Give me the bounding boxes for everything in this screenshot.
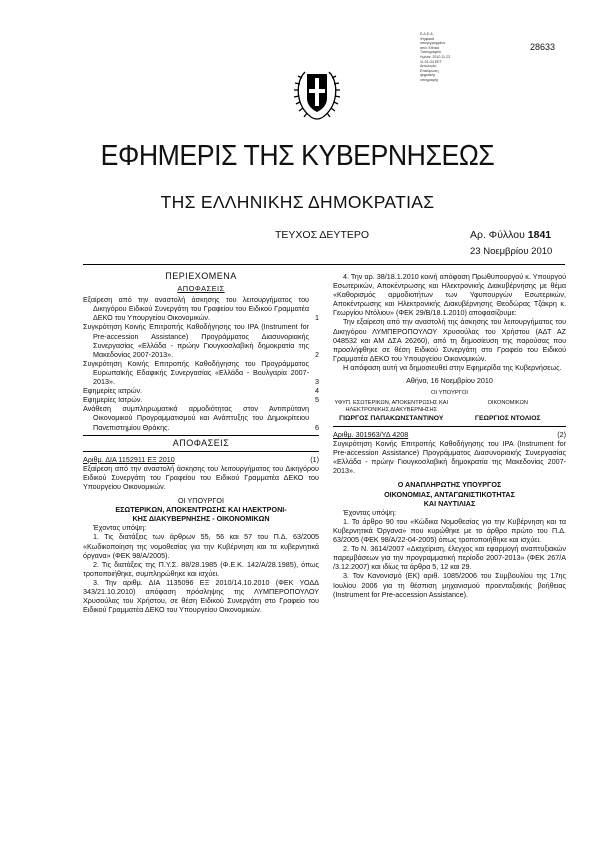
authority-line: ΚΗΣ ΔΙΑΚΥΒΕΡΝΗΣΗΣ - ΟΙΚΟΝΟΜΙΚΩΝ (132, 514, 270, 524)
decision-point: 2. Τις διατάξεις της Π.Υ.Σ. 88/28.1985 (Φ.Ε.Κ. 142/Α/28.1985), όπως τροποποιήθηκε, συμπληρώθηκε και ισχύει. (83, 559, 319, 578)
toc-item-page: 5 (315, 395, 319, 405)
authority-line: ΟΙΚΟΝΟΜΙΑΣ, ΑΝΤΑΓΩΝΙΣΤΙΚΟΤΗΤΑΣ (384, 489, 515, 499)
toc-item (83, 395, 319, 404)
signature-block (333, 400, 566, 423)
decision-ref-number: Αριθμ. ΔΙΑ 1152911 ΕΞ 2010 (83, 454, 175, 464)
toc-item (83, 295, 319, 322)
signatory-title: ΟΙΚΟΝΟΜΙΚΩΝ (487, 400, 528, 407)
decision-index: (2) (557, 430, 566, 439)
authority-line: ΟΙ ΥΠΟΥΡΓΟΙ (178, 496, 224, 506)
hellenic-emblem-icon (291, 64, 343, 122)
decision-point: 3. Την αριθμ. ΔΙΑ 1135096 ΕΞ 2010/14.10.2010 (ΦΕΚ ΥΟΔΔ 343/21.10.2010) απόφαση πρόσληψης της ΛΥΜΠΕΡΟΠΟΥΛΟΥ Χρυσούλας του Χρήστου, σε θέση Ειδικού Συνεργάτη στο Γραφείο του Ειδικού Γραμματέα ΔΕΚΟ του Υπουργείου Οικονομικών. (83, 577, 319, 615)
signatory-left (333, 400, 450, 423)
signatory-right (450, 400, 567, 423)
stamp-line: 11:01:34 EET (420, 59, 442, 64)
page-number: 28633 (530, 42, 556, 52)
section-divider (83, 435, 319, 436)
header-divider (83, 264, 565, 265)
issue-date: 23 Νοεμβρίου 2010 (470, 246, 553, 257)
toc-item-page: 4 (315, 386, 319, 396)
signatory-title: ΥΦΥΠ. ΕΣΩΤΕΡΙΚΩΝ, ΑΠΟΚΕΝΤΡΩΣΗΣ ΚΑΙ (334, 400, 449, 407)
stamp-line: Επικύρωση (420, 68, 439, 73)
toc-item-text: Συγκρότηση Κοινής Επιτροπής Καθοδήγησης του IPA (Instrument for Pre-accession Assistance) Προγράμματος Διασυνοριακής Συνεργασίας «Ελλάδα - πρώην Γιουγκοσλαβική δημοκρατία της Μακεδονίας 2007-2013». (83, 322, 309, 359)
toc-item-text: Εφημερίες Ιατρών. (83, 395, 143, 405)
authority-line: ΚΑΙ ΝΑΥΤΙΛΙΑΣ (423, 498, 476, 508)
issue-series: ΤΕΥΧΟΣ ΔΕΥΤΕΡΟ (275, 229, 370, 241)
decisions-heading: ΑΠΟΦΑΣΕΙΣ (172, 437, 230, 448)
right-column (333, 272, 566, 599)
decision-point: 4. Την αρ. 38/18.1.2010 κοινή απόφαση Πρωθυπουργού κ. Υπουργού Εσωτερικών, Αποκέντρωσης και Ηλεκτρονικής Διακυβέρνησης με θέμα «Καθορισμός αρμοδιοτήτων των Υφυπουργών Εσωτερικών, Αποκέντρωσης και Ηλεκτρονικής Διακυβέρνησης Θεοδώρας Τζάκρη κ. Γεωργίου Ντόλιου» (ΦΕΚ 29/Β/18.1.2010) αποφασίζουμε: (333, 272, 566, 318)
decision-title: Εξαίρεση από την αναστολή άσκησης του λειτουργήματος του Δικηγόρου Ειδικού Συνεργάτη του Γραφείου του Ειδικού Γραμματέα ΔΕΚΟ του Υπουργείου Οικονομικών. (83, 463, 319, 491)
stamp-line: ψηφιακής (420, 73, 436, 78)
section-divider (333, 426, 566, 427)
gazette-subtitle: ΤΗΣ ΕΛΛΗΝΙΚΗΣ ΔΗΜΟΚΡΑΤΙΑΣ (160, 192, 435, 212)
stamp-line: Ε.Δ.Ε.Α. (420, 32, 434, 36)
toc-item-text: Συγκρότηση Κοινής Επιτροπής Καθοδήγησης του Προγράμματος Ευρωπαϊκής Εδαφικής Συνεργασίας «Ελλάδα - Βουλγαρία 2007-2013». (83, 358, 309, 387)
signatory-name: ΓΕΩΡΓΙΟΣ ΝΤΟΛΙΟΣ (474, 415, 541, 423)
sheet-number-value: 1841 (527, 229, 552, 241)
decision-ref-number: Αριθμ. 301963/ΥΔ 4208 (333, 430, 409, 439)
signatory-name: ΓΙΩΡΓΟΣ ΠΑΠΑΚΩΝΣΤΑΝΤΙΝΟΥ (339, 415, 444, 423)
toc-item (83, 322, 319, 358)
stamp-line: υπογεγραμμένο (420, 41, 446, 46)
decision-reference (83, 455, 319, 464)
decision-point: 2. Το Ν. 3614/2007 «Διαχείριση, έλεγχος και εφαρμογή αναπτυξιακών παρεμβάσεων για την προγραμματική περίοδο 2007-2013» (ΦΕΚ 267/Α /3.12.2007) και ιδίως τα άρθρα 5, 12 και 29. (333, 544, 566, 572)
sheet-number-label: Αρ. Φύλλου (470, 229, 525, 241)
decision-point: 3. Τον Κανονισμό (ΕΚ) αριθ. 1085/2006 του Συμβουλίου της 17ης Ιουλίου 2006 για τη θέσπιση μηχανισμού προενταξιακής βοήθειας (Instrument for Pre-accession Assistance). (333, 571, 566, 599)
toc-item-text: Εφημερίες ιατρών. (83, 386, 143, 396)
contents-subheading: ΑΠΟΦΑΣΕΙΣ (177, 284, 225, 294)
left-column (83, 272, 319, 614)
stamp-line: Ημ/νία: 2010.11.23 (420, 54, 451, 59)
stamp-line: Αιτιολογία: (420, 64, 437, 69)
gazette-title: ΕΦΗΜΕΡΙΣ ΤΗΣ ΚΥΒΕΡΝΗΣΕΩΣ (100, 140, 495, 172)
stamp-line: υπογραφής (420, 77, 439, 82)
stamp-line: Τυπογραφείο (420, 50, 441, 55)
publication-order: Η απόφαση αυτή να δημοσιευθεί στην Εφημερίδα της Κυβερνήσεως. (343, 362, 562, 372)
decision-intro: Έχοντας υπόψη: (93, 523, 147, 533)
toc-item-page: 6 (315, 422, 319, 432)
decision-point: 1. Τις διατάξεις των άρθρων 55, 56 και 57 του Π.Δ. 63/2005 «Κωδικοποίηση της νομοθεσίας για την Κυβέρνηση και τα κυβερνητικά όργανα» (ΦΕΚ 98/Α/2005). (83, 532, 319, 560)
toc-item-page: 2 (315, 349, 319, 359)
decision-title: Συγκρότηση Κοινής Επιτροπής Καθοδήγησης του IPA (Instrument for Pre-accession Assistance) Προγράμματος Διασυνοριακής Συνεργασίας «Ελλάδα - πρώην Γιουγκοσλαβική δημοκρατία της Μακεδονίας 2007-2013». (333, 439, 566, 476)
decision-index: (1) (310, 454, 319, 464)
signatories-header: ΟΙ ΥΠΟΥΡΓΟΙ (430, 390, 469, 397)
authority-line: ΕΣΩΤΕΡΙΚΩΝ, ΑΠΟΚΕΝΤΡΩΣΗΣ ΚΑΙ ΗΛΕΚΤΡΟΝΙ- (115, 505, 287, 515)
place-date: Αθήνα, 16 Νοεμβρίου 2010 (406, 376, 493, 386)
authority-line: Ο ΑΝΑΠΛΗΡΩΤΗΣ ΥΠΟΥΡΓΟΣ (397, 480, 502, 490)
digital-signature-stamp (420, 32, 492, 83)
decision-point: 1. Το άρθρο 90 του «Κώδικα Νομοθεσίας για την Κυβέρνηση και τα Κυβερνητικά Όργανα» που κυρώθηκε με το άρθρο πρώτο του Π.Δ. 63/2005 (ΦΕΚ 98/Α/22-04-2005) όπως τροποποιήθηκε και ισχύει. (333, 516, 566, 545)
contents-heading: ΠΕΡΙΕΧΟΜΕΝΑ (165, 271, 237, 281)
stamp-line: Ψηφιακά (420, 36, 435, 41)
toc-item (83, 404, 319, 431)
decision-intro: Έχοντας υπόψη: (343, 507, 397, 517)
toc-item-page: 3 (315, 377, 319, 387)
signatory-title: ΗΛΕΚΤΡΟΝΙΚΗΣ ΔΙΑΚΥΒΕΡΝΗΣΗΣ (345, 406, 437, 413)
toc-item-text: Εξαίρεση από την αναστολή άσκησης του λειτουργήματος του Δικηγόρου Ειδικού Συνεργάτη του Γραφείου του Ειδικού Γραμματέα ΔΕΚΟ του Υπουργείου Οικονομικών. (83, 295, 309, 323)
section-divider (83, 451, 319, 452)
toc-item-page: 1 (315, 313, 319, 323)
stamp-line: από: Εθνικό (420, 45, 440, 50)
decision-reference (333, 430, 566, 439)
toc-item-text: Ανάθεση συμπληρωματικά αρμοδιότητας στον Αντιπρύτανη Οικονομικού Προγραμματισμού και Ανάπτυξης του Δημοκρίτειου Πανεπιστημίου Θράκης. (83, 404, 309, 432)
toc-item (83, 386, 319, 395)
sheet-number (470, 229, 551, 241)
toc-item (83, 359, 319, 386)
decision-body: Την εξαίρεση από την αναστολή της άσκησης του λειτουργήματος του Δικηγόρου ΛΥΜΠΕΡΟΠΟΥΛΟΥ Χρυσούλας του Χρήστου (ΑΔΤ ΑΖ 048532 και ΑΜ ΔΣΑ 26260), από τη δημοσίευση της παρούσας που προσλήφθηκε σε θέση Ειδικού Συνεργάτη στο Γραφείο του Ειδικού Γραμματέα ΔΕΚΟ του Υπουργείου Οικονομικών. (333, 317, 566, 363)
